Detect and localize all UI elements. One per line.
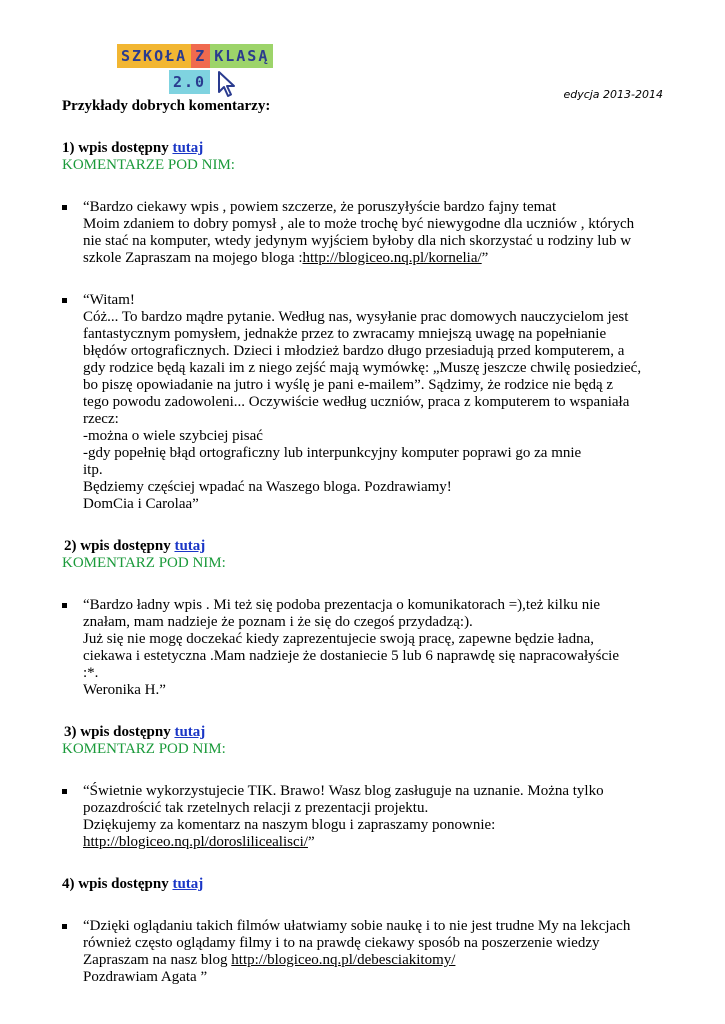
comment-line: DomCia i Carolaa” [83, 496, 199, 512]
logo-tile: SZKOŁA [117, 44, 191, 68]
logo-tile: Z [191, 44, 210, 68]
logo-line-2 [169, 70, 210, 94]
comment-item [62, 292, 672, 513]
comment-line: Weronika H.” [83, 682, 166, 698]
bullet-icon [62, 205, 67, 210]
comment-line: “Bardzo ciekawy wpis , powiem szczerze, że poruszyłyście bardzo fajny temat [83, 199, 557, 215]
page-title: Przykłady dobrych komentarzy: [62, 98, 271, 114]
comments-subheading: KOMENTARZ POD NIM: [62, 555, 226, 571]
comment-line: “Dzięki oglądaniu takich filmów ułatwiamy sobie naukę i to nie jest trudne My na lekcjach [83, 918, 631, 934]
comment-line: :*. [83, 665, 99, 681]
bullet-icon [62, 603, 67, 608]
comment-line: Dziękujemy za komentarz na naszym blogu i zapraszamy ponownie: [83, 817, 496, 833]
document-body [62, 98, 672, 986]
comment-line: “Bardzo ładny wpis . Mi też się podoba prezentacja o komunikatorach =),też kilku nie [83, 597, 601, 613]
logo-tile: KLASĄ [210, 44, 273, 68]
section-heading-text: 3) wpis dostępny [64, 724, 175, 740]
comment-line: nie stać na komputer, wtedy jedynym wyjściem byłoby dla nich skorzystać u rodziny lub w [83, 233, 632, 249]
blog-link[interactable]: http://blogiceo.nq.pl/debesciakitomy/ [231, 952, 456, 968]
comment-line: Już się nie mogę doczekać kiedy zaprezentujecie swoją pracę, zapewne będzie ładna, [83, 631, 594, 647]
entry-link[interactable]: tutaj [172, 140, 204, 156]
comment-line: Cóż... To bardzo mądre pytanie. Według nas, wysyłanie prac domowych nauczycielom jest [83, 309, 629, 325]
section-heading-text: 4) wpis dostępny [62, 876, 173, 892]
blog-link[interactable]: http://blogiceo.nq.pl/kornelia/ [302, 250, 482, 266]
comments-subheading: KOMENTARZ POD NIM: [62, 741, 226, 757]
bullet-icon [62, 924, 67, 929]
comment-item [62, 783, 672, 851]
comment-line: bo piszę opowiadanie na jutro i wyślę je pani e-mailem”. Sądzimy, że rodzice nie będą z [83, 377, 614, 393]
comment-text: Zapraszam na nasz blog [83, 952, 232, 968]
section-heading [62, 724, 672, 741]
comment-line: Pozdrawiam Agata ” [83, 969, 208, 985]
section-heading [62, 538, 672, 555]
comment-item [62, 597, 672, 699]
comment-line: również często oglądamy filmy i to na prawdę ciekawy sposób na poszerzenie wiedzy [83, 935, 600, 951]
mouse-pointer-icon [217, 70, 239, 98]
comment-text: ” [481, 250, 489, 266]
comments-subheading: KOMENTARZE POD NIM: [62, 157, 235, 173]
section-heading [62, 876, 672, 893]
blog-link[interactable]: http://blogiceo.nq.pl/doroslilicealisci/ [83, 834, 308, 850]
comment-line: Będziemy częściej wpadać na Waszego bloga. Pozdrawiamy! [83, 479, 452, 495]
comment-line: rzecz: [83, 411, 119, 427]
logo-line-1 [117, 44, 273, 68]
comment-line: Moim zdaniem to dobry pomysł , ale to może trochę być niewygodne dla uczniów , których [83, 216, 635, 232]
comment-text: ” [307, 834, 315, 850]
comment-item [62, 918, 672, 986]
edition-label: edycja 2013-2014 [563, 88, 663, 101]
comment-line: “Witam! [83, 292, 135, 308]
logo-tile: 2.0 [169, 70, 210, 94]
comment-line [83, 250, 672, 267]
comment-item [62, 199, 672, 267]
comment-line: itp. [83, 462, 103, 478]
comment-line: ciekawa i estetyczna .Mam nadzieje że dostaniecie 5 lub 6 naprawdę się napracowałyście [83, 648, 620, 664]
comment-line: pozazdrościć tak rzetelnych relacji z prezentacji projektu. [83, 800, 429, 816]
bullet-icon [62, 298, 67, 303]
entry-link[interactable]: tutaj [172, 876, 204, 892]
comment-line: -gdy popełnię błąd ortograficzny lub interpunkcyjny komputer poprawi go za mnie [83, 445, 582, 461]
comment-line: błędów ortograficznych. Dzieci i młodzież bardzo długo przesiadują przed komputerem, a [83, 343, 625, 359]
comment-line: fantastycznym pomysłem, jednakże przez to zwracamy mniejszą uwagę na popełnianie [83, 326, 607, 342]
comment-line: znałam, mam nadzieje że poznam i że się do czegoś przydadzą:). [83, 614, 473, 630]
section-heading-text: 1) wpis dostępny [62, 140, 173, 156]
comment-text: szkole Zapraszam na mojego bloga : [83, 250, 303, 266]
comment-line [83, 834, 672, 851]
comment-line: gdy rodzice będą kazali im z niego zejść mają wymówkę: „Muszę jeszcze chwilę posiedzieć, [83, 360, 642, 376]
comment-line: tego powodu zadowoleni... Oczywiście według uczniów, praca z komputerem to wspaniała [83, 394, 630, 410]
section-heading-text: 2) wpis dostępny [64, 538, 175, 554]
comment-line: “Świetnie wykorzystujecie TIK. Brawo! Wasz blog zasługuje na uznanie. Można tylko [83, 783, 604, 799]
bullet-icon [62, 789, 67, 794]
logo [117, 44, 277, 100]
entry-link[interactable]: tutaj [174, 538, 206, 554]
comment-line: -można o wiele szybciej pisać [83, 428, 263, 444]
comment-line [83, 952, 672, 969]
entry-link[interactable]: tutaj [174, 724, 206, 740]
section-heading [62, 140, 672, 157]
